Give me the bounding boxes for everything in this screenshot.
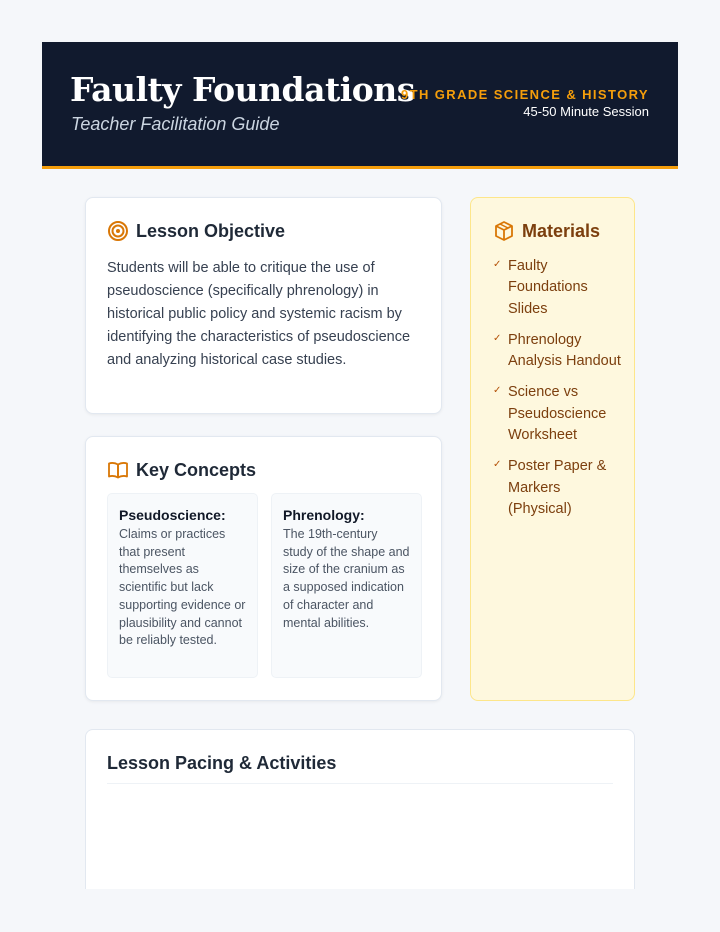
material-label: Science vs Pseudoscience Worksheet: [508, 384, 607, 444]
list-item: [493, 382, 628, 446]
concept-pseudoscience: [107, 493, 258, 678]
lesson-objective-text: Students will be able to critique the use of pseudoscience (specifically phrenology) in historical public policy and systemic racism by identifying the characteristics of pseudoscience and analyzing historical case studies.: [107, 260, 411, 368]
lesson-objective-card: [85, 197, 442, 414]
materials-card: [470, 197, 635, 701]
materials-heading: [493, 220, 600, 242]
lesson-objective-heading: [107, 220, 285, 242]
concept-term: Pseudoscience:: [119, 507, 226, 523]
key-concepts-title: Key Concepts: [136, 459, 257, 480]
package-icon: [493, 220, 515, 242]
concept-definition: The 19th-century study of the shape and size of the cranium as a supposed indication of character and mental abilities.: [283, 527, 410, 630]
page-subtitle: Teacher Facilitation Guide: [71, 114, 280, 134]
divider: [107, 783, 613, 784]
lesson-pacing-heading: Lesson Pacing & Activities: [107, 753, 337, 773]
key-concepts-heading: [107, 459, 256, 481]
materials-list: [493, 256, 628, 530]
list-item: [493, 456, 628, 520]
material-label: Faulty Foundations Slides: [508, 258, 588, 317]
list-item: [493, 330, 628, 373]
checkmark-icon: ✓: [493, 332, 502, 344]
material-label: Poster Paper & Markers (Physical): [508, 458, 607, 517]
page-title: Faulty Foundations: [70, 70, 415, 109]
concept-phrenology: [271, 493, 422, 678]
session-length: 45-50 Minute Session: [523, 104, 649, 119]
open-book-icon: [107, 459, 129, 481]
target-icon: [107, 220, 129, 242]
key-concepts-card: [85, 436, 442, 701]
material-label: Phrenology Analysis Handout: [508, 331, 621, 370]
checkmark-icon: ✓: [493, 259, 502, 270]
guide-header: [42, 42, 678, 169]
page-edge: [0, 889, 720, 932]
concept-definition: Claims or practices that present themselves as scientific but lack supporting evidence or plausibility and cannot be reliably tested.: [119, 527, 246, 648]
lesson-objective-title: Lesson Objective: [136, 220, 286, 241]
checkmark-icon: ✓: [493, 459, 502, 471]
grade-label: 9TH GRADE SCIENCE & HISTORY: [401, 87, 649, 102]
checkmark-icon: ✓: [493, 385, 502, 397]
concept-term: Phrenology:: [283, 507, 365, 523]
lesson-pacing-card: [85, 729, 635, 899]
materials-title: Materials: [522, 220, 601, 241]
list-item: [493, 256, 628, 320]
